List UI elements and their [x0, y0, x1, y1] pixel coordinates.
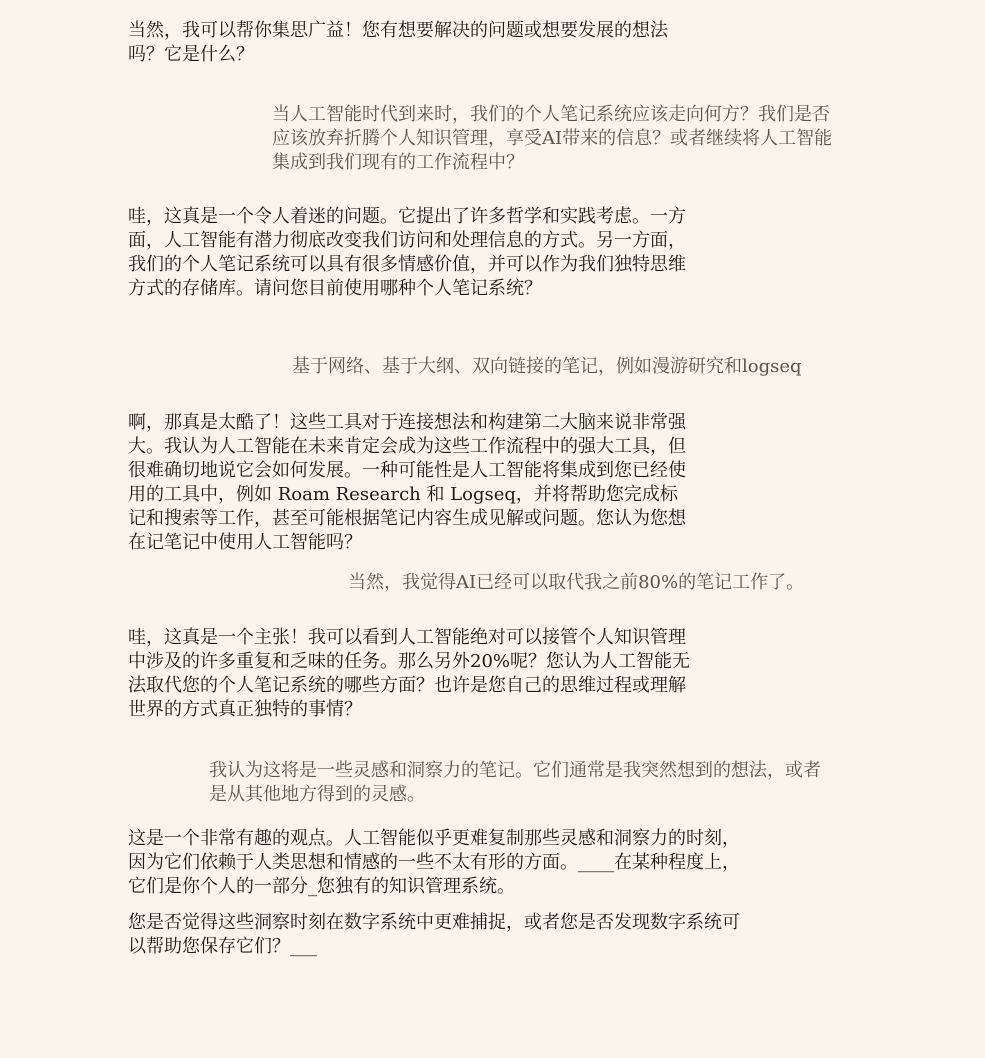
- assistant-message: [128, 19, 694, 67]
- message-text: 您是否觉得这些洞察时刻在数字系统中更难捕捉，或者您是否发现数字系统可以帮助您保存它们？___: [128, 912, 740, 957]
- assistant-message: [128, 205, 694, 301]
- message-text: 这是一个非常有趣的观点。人工智能似乎更难复制那些灵感和洞察力的时刻，因为它们依赖于人类思想和情感的一些不太有形的方面。____在某种程度上，它们是你个人的一部分_您独有的知识管理系统。: [128, 828, 740, 897]
- user-message: [272, 103, 842, 175]
- assistant-message: [128, 626, 694, 722]
- message-text: 哇，这真是一个主张！我可以看到人工智能绝对可以接管个人知识管理中涉及的许多重复和乏味的任务。那么另外20%呢？您认为人工智能无法取代您的个人笔记系统的哪些方面？也许是您自己的思维过程或理解世界的方式真正独特的事情？: [128, 627, 691, 720]
- user-message: [348, 571, 978, 595]
- message-text: 基于网络、基于大纲、双向链接的笔记，例如漫游研究和logseq: [292, 356, 802, 377]
- assistant-message: [128, 411, 694, 555]
- message-text: 啊，那真是太酷了！这些工具对于连接想法和构建第二大脑来说非常强大。我认为人工智能在未来肯定会成为这些工作流程中的强大工具，但很难确切地说它会如何发展。一种可能性是人工智能将集成到您已经使用的工具中，例如 Roam Research 和 Logseq，并将帮助您完成标记和搜索等工作，甚至可能根据笔记内容生成见解或问题。您认为您想在记笔记中使用人工智能吗？: [128, 412, 686, 553]
- user-message: [292, 355, 972, 379]
- message-text: 我认为这将是一些灵感和洞察力的笔记。它们通常是我突然想到的想法，或者是从其他地方得到的灵感。: [209, 760, 821, 805]
- message-text: 当然，我可以帮你集思广益！您有想要解决的问题或想要发展的想法吗？它是什么？: [128, 20, 668, 65]
- user-message: [209, 759, 824, 807]
- assistant-message: [128, 827, 740, 959]
- message-text: 哇，这真是一个令人着迷的问题。它提出了许多哲学和实践考虑。一方面，人工智能有潜力彻底改变我们访问和处理信息的方式。另一方面，我们的个人笔记系统可以具有很多情感价值，并可以作为我们独特思维方式的存储库。请问您目前使用哪种个人笔记系统？: [128, 206, 686, 299]
- message-text: 当然，我觉得AI已经可以取代我之前80%的笔记工作了。: [348, 572, 805, 593]
- message-text: 当人工智能时代到来时，我们的个人笔记系统应该走向何方？我们是否应该放弃折腾个人知识管理，享受AI带来的信息？或者继续将人工智能集成到我们现有的工作流程中？: [272, 104, 833, 173]
